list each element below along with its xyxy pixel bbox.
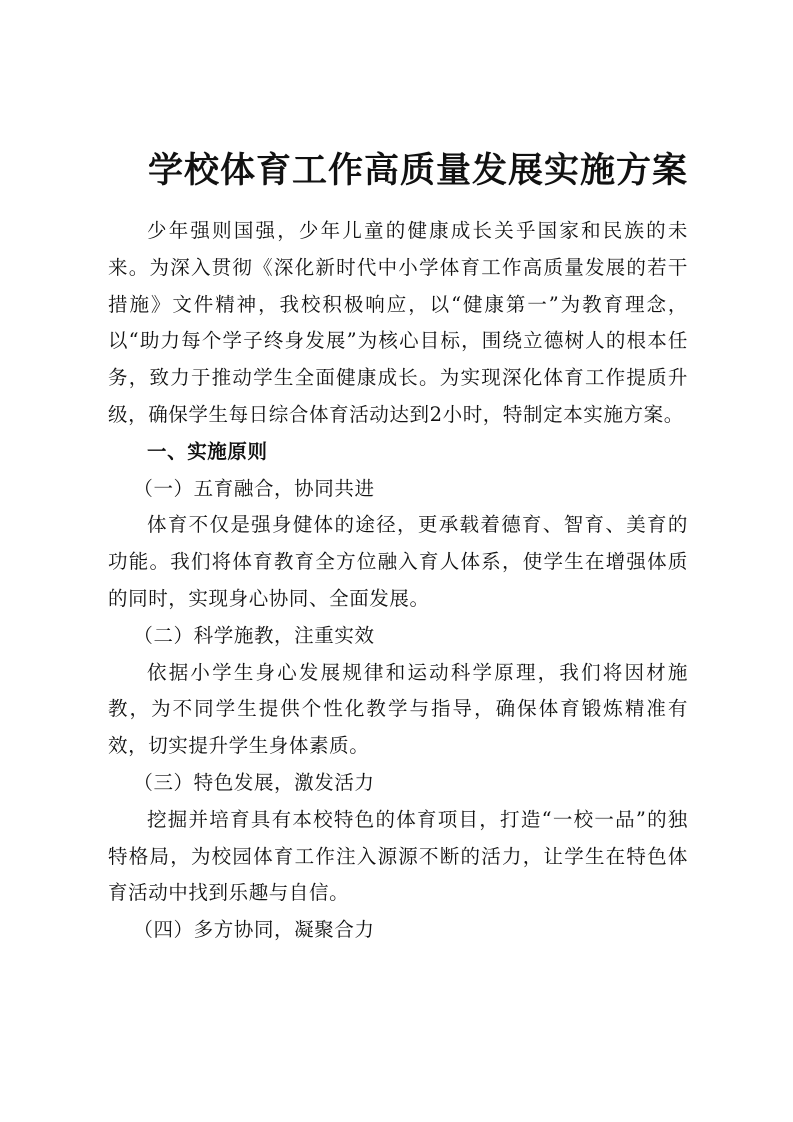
principle-text-1: 体育不仅是强身健体的途径，更承载着德育、智育、美育的功能。我们将体育教育全方位融入育人体系，使学生在增强体质的同时，实现身心协同、全面发展。 <box>108 513 688 610</box>
document-page <box>108 0 688 1122</box>
principle-heading-1: （一）五育融合，协同共进 <box>133 476 375 500</box>
principle-text-3: 挖掘并培育具有本校特色的体育项目，打造“一校一品”的独特格局，为校园体育工作注入源源不断的活力，让学生在特色体育活动中找到乐趣与自信。 <box>108 807 688 905</box>
section-heading-principles: 一、实施原则 <box>147 439 268 463</box>
principle-heading-3: （三）特色发展，激发活力 <box>133 770 375 794</box>
principle-heading-2: （二）科学施教，注重实效 <box>133 623 375 647</box>
principle-heading-4: （四）多方协同，凝聚合力 <box>133 918 375 942</box>
principle-text-2: 依据小学生身心发展规律和运动科学原理，我们将因材施教，为不同学生提供个性化教学与指导，确保体育锻炼精准有效，切实提升学生身体素质。 <box>108 660 688 758</box>
intro-paragraph: 少年强则国强，少年儿童的健康成长关乎国家和民族的未来。为深入贯彻《深化新时代中小学体育工作高质量发展的若干措施》文件精神，我校积极响应，以“健康第一”为教育理念，以“助力每个学子终身发展”为核心目标，围绕立德树人的根本任务，致力于推动学生全面健康成长。为实现深化体育工作提质升级，确保学生每日综合体育活动达到2小时，特制定本实施方案。 <box>108 219 688 426</box>
document-title: 学校体育工作高质量发展实施方案 <box>147 151 688 191</box>
document-body <box>108 213 688 949</box>
